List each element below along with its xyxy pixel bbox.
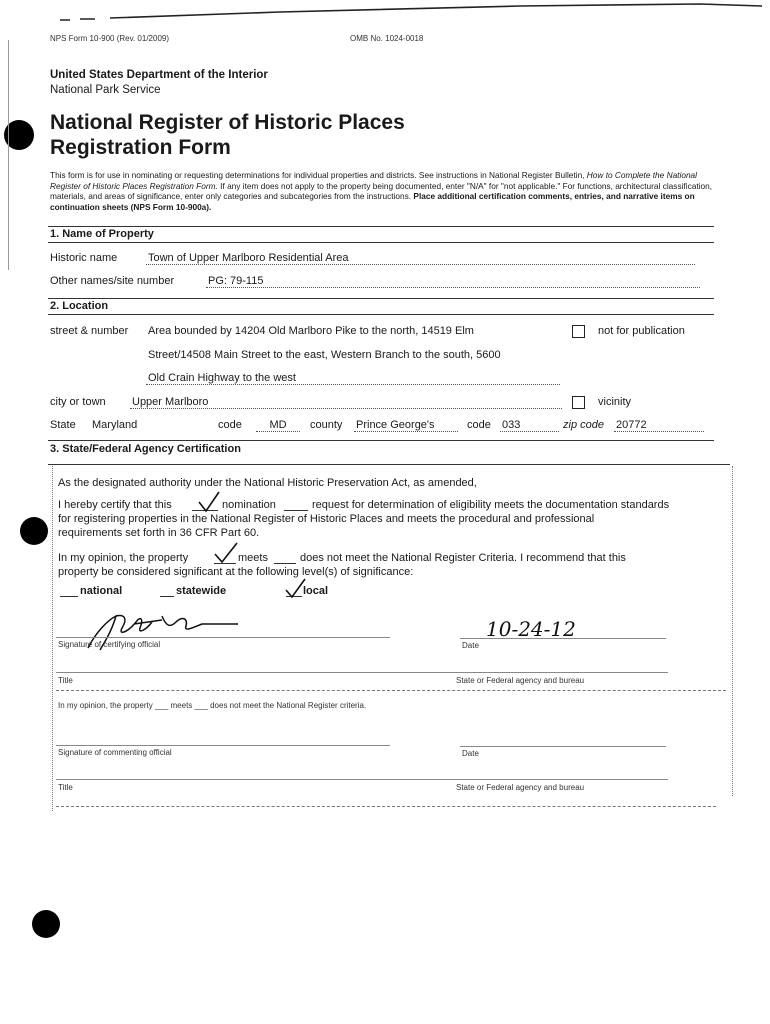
nomination-check-mark [196, 490, 222, 514]
omb-number: OMB No. 1024-0018 [350, 34, 424, 43]
zip-label: zip code [563, 419, 604, 431]
statewide-blank[interactable] [160, 596, 174, 597]
certification-date-line [460, 638, 666, 639]
county-code-field[interactable]: 033 [500, 419, 559, 432]
instructions-text-2: If any item does not apply to the property being documented, enter "N/A" for "not applicable." For functions, architectural classification, materials, and areas of significance, enter only categories and subcategories from the instructions. [50, 180, 713, 202]
county-label: county [310, 419, 343, 431]
certifying-signature-line [56, 637, 390, 638]
commenting-opinion-text: In my opinion, the property ___ meets ___ does not meet the National Register criteria. [58, 701, 367, 710]
commenting-signature-line [56, 745, 390, 746]
state-field[interactable]: Maryland [92, 419, 138, 431]
state-code-label: code [218, 419, 242, 431]
commenting-date-label: Date [462, 749, 479, 758]
vicinity-label: vicinity [598, 396, 632, 408]
request-blank[interactable] [284, 510, 308, 511]
street-number-label: street & number [50, 325, 129, 337]
service-name: National Park Service [50, 84, 161, 96]
vicinity-checkbox[interactable] [572, 396, 585, 409]
commenting-date-line [460, 746, 666, 747]
section2-heading-rule [48, 314, 714, 315]
instructions-continuation-note: Place additional certification comments, entries, and narrative items on continuation sheets (NPS Form 10-900a). [50, 191, 695, 212]
opinion-line-2: property be considered significant at the following level(s) of significance: [58, 566, 414, 578]
certification-date-value: 10-24-12 [486, 617, 576, 641]
other-names-field[interactable]: PG: 79-115 [206, 275, 700, 288]
commenting-title-line [56, 779, 668, 780]
scan-edge-mark [0, 0, 770, 30]
meets-check-mark [212, 540, 240, 564]
section3-left-border [52, 466, 53, 811]
margin-line [8, 40, 9, 270]
form-bottom-rule [56, 806, 716, 807]
agency-bureau-label: State or Federal agency and bureau [456, 676, 585, 685]
commenting-title-label: Title [58, 783, 73, 792]
city-label: city or town [50, 396, 106, 408]
instructions-text-1: This form is for use in nominating or requesting determinations for individual properties and districts. See instructions in National Register Bulletin, [50, 170, 587, 180]
certify-line-3: requirements set forth in 36 CFR Part 60. [58, 527, 260, 539]
state-label: State [50, 419, 76, 431]
certify-prefix: I hereby certify that this [58, 499, 172, 511]
commenting-agency-label: State or Federal agency and bureau [456, 783, 585, 792]
national-blank[interactable] [60, 596, 78, 597]
certification-bottom-rule [56, 690, 726, 691]
certify-rest: request for determination of eligibility meets the documentation standards [312, 499, 670, 511]
city-field[interactable]: Upper Marlboro [130, 396, 562, 409]
state-code-field[interactable]: MD [256, 419, 300, 432]
section3-right-border [732, 466, 733, 796]
section1-heading: 1. Name of Property [50, 228, 154, 240]
section1-top-rule [48, 226, 714, 227]
level-statewide-label: statewide [176, 585, 227, 597]
commenting-signature-label: Signature of commenting official [58, 748, 172, 757]
section3-top-rule [48, 440, 714, 441]
opinion-meets-label: meets [238, 552, 268, 564]
county-code-label: code [467, 419, 491, 431]
form-number: NPS Form 10-900 (Rev. 01/2009) [50, 34, 170, 43]
opinion-prefix: In my opinion, the property [58, 552, 189, 564]
level-national-label: national [80, 585, 123, 597]
authority-statement: As the designated authority under the National Historic Preservation Act, as amended, [58, 477, 477, 489]
certifying-signature-label: Signature of certifying official [58, 640, 161, 649]
section2-top-rule [48, 298, 714, 299]
title-label: Title [58, 676, 73, 685]
instructions-paragraph [50, 170, 716, 212]
opinion-rest: does not meet the National Register Criteria. I recommend that this [300, 552, 626, 564]
instructions-bulletin-title: How to Complete the National Register of Historic Places Registration Form. [50, 170, 698, 191]
section3-heading: 3. State/Federal Agency Certification [50, 443, 241, 455]
not-for-publication-label: not for publication [598, 325, 685, 337]
level-local-label: local [303, 585, 329, 597]
street-line-2[interactable]: Street/14508 Main Street to the east, Western Branch to the south, 5600 [148, 349, 501, 361]
form-title [50, 110, 405, 160]
does-not-meet-blank[interactable] [274, 563, 296, 564]
section2-heading: 2. Location [50, 300, 109, 312]
other-names-label: Other names/site number [50, 275, 175, 287]
street-line-3[interactable]: Old Crain Highway to the west [146, 372, 560, 385]
section3-heading-rule [48, 464, 730, 465]
form-title-line1: National Register of Historic Places [50, 111, 405, 134]
not-for-publication-checkbox[interactable] [572, 325, 585, 338]
binder-hole-bottom [32, 910, 60, 938]
historic-name-label: Historic name [50, 252, 118, 264]
street-line-1[interactable]: Area bounded by 14204 Old Marlboro Pike to the north, 14519 Elm [148, 325, 474, 337]
binder-hole-middle [20, 517, 48, 545]
certify-line-2: for registering properties in the National Register of Historic Places and meets the procedural and professional [58, 513, 595, 525]
department-name: United States Department of the Interior [50, 69, 268, 81]
county-field[interactable]: Prince George's [354, 419, 458, 432]
zip-field[interactable]: 20772 [614, 419, 704, 432]
historic-name-field[interactable]: Town of Upper Marlboro Residential Area [146, 252, 695, 265]
certification-date-label: Date [462, 641, 479, 650]
section1-heading-rule [48, 242, 714, 243]
certify-nomination-label: nomination [222, 499, 276, 511]
title-line [56, 672, 668, 673]
form-title-line2: Registration Form [50, 136, 231, 159]
